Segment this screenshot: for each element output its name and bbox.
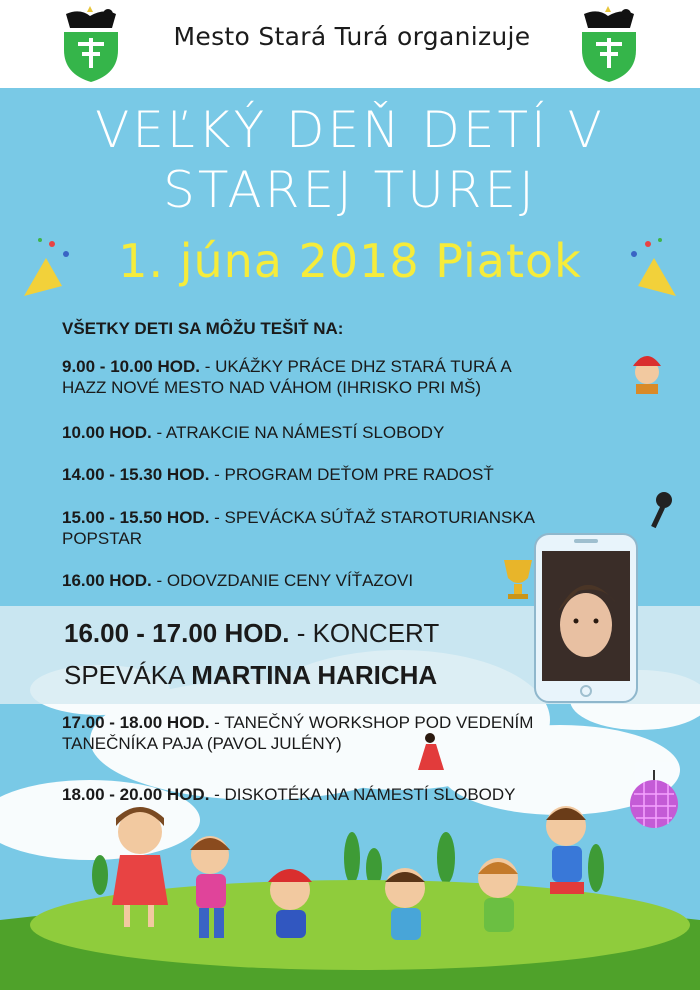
phone-singer-photo xyxy=(534,533,638,703)
program-time: 10.00 HOD. xyxy=(62,423,152,442)
title-line-2: STAREJ TUREJ xyxy=(163,161,537,219)
program-time: 18.00 - 20.00 HOD. xyxy=(62,785,210,804)
intro-text: VŠETKY DETI SA MÔŽU TEŠIŤ NA: xyxy=(62,319,344,338)
firefighter-icon xyxy=(633,356,661,394)
program-item: 15.00 - 15.50 HOD. - SPEVÁCKA SÚŤAŽ STAROTURIANSKA POPSTAR xyxy=(62,508,536,548)
microphone-icon xyxy=(651,492,672,528)
event-title xyxy=(0,100,700,220)
singer-name: MARTINA HARICHA xyxy=(191,660,438,690)
program-item: 9.00 - 10.00 HOD. - UKÁŽKY PRÁCE DHZ STARÁ TURÁ A HAZZ NOVÉ MESTO NAD VÁHOM (IHRISKO PRI MŠ) xyxy=(62,357,512,397)
program-time: 15.00 - 15.50 HOD. xyxy=(62,508,210,527)
program-time: 9.00 - 10.00 HOD. xyxy=(62,357,200,376)
trophy-icon xyxy=(504,560,532,599)
title-line-1: VEĽKÝ DEŇ DETÍ V xyxy=(95,101,605,159)
concert-time: 16.00 - 17.00 HOD. xyxy=(64,618,290,648)
program-time: 16.00 HOD. xyxy=(62,571,152,590)
program-item: 17.00 - 18.00 HOD. - TANEČNÝ WORKSHOP POD VEDENÍM TANEČNÍKA PAJA (PAVOL JULÉNY) xyxy=(62,713,534,753)
program-item: 10.00 HOD. - ATRAKCIE NA NÁMESTÍ SLOBODY xyxy=(62,423,445,442)
program-time: 17.00 - 18.00 HOD. xyxy=(62,713,210,732)
organizer-text: Mesto Stará Turá organizuje xyxy=(173,22,531,51)
concert-line-2: SPEVÁKA MARTINA HARICHA xyxy=(64,660,438,690)
program-time: 14.00 - 15.30 HOD. xyxy=(62,465,210,484)
concert-line-1: 16.00 - 17.00 HOD. - KONCERT xyxy=(64,618,440,648)
program-item: 14.00 - 15.30 HOD. - PROGRAM DEŤOM PRE RADOSŤ xyxy=(62,465,494,484)
program-item: 18.00 - 20.00 HOD. - DISKOTÉKA NA NÁMESTÍ SLOBODY xyxy=(62,785,516,804)
program-item: 16.00 HOD. - ODOVZDANIE CENY VÍŤAZOVI xyxy=(62,571,414,590)
event-date: 1. júna 2018 Piatok xyxy=(118,234,582,288)
